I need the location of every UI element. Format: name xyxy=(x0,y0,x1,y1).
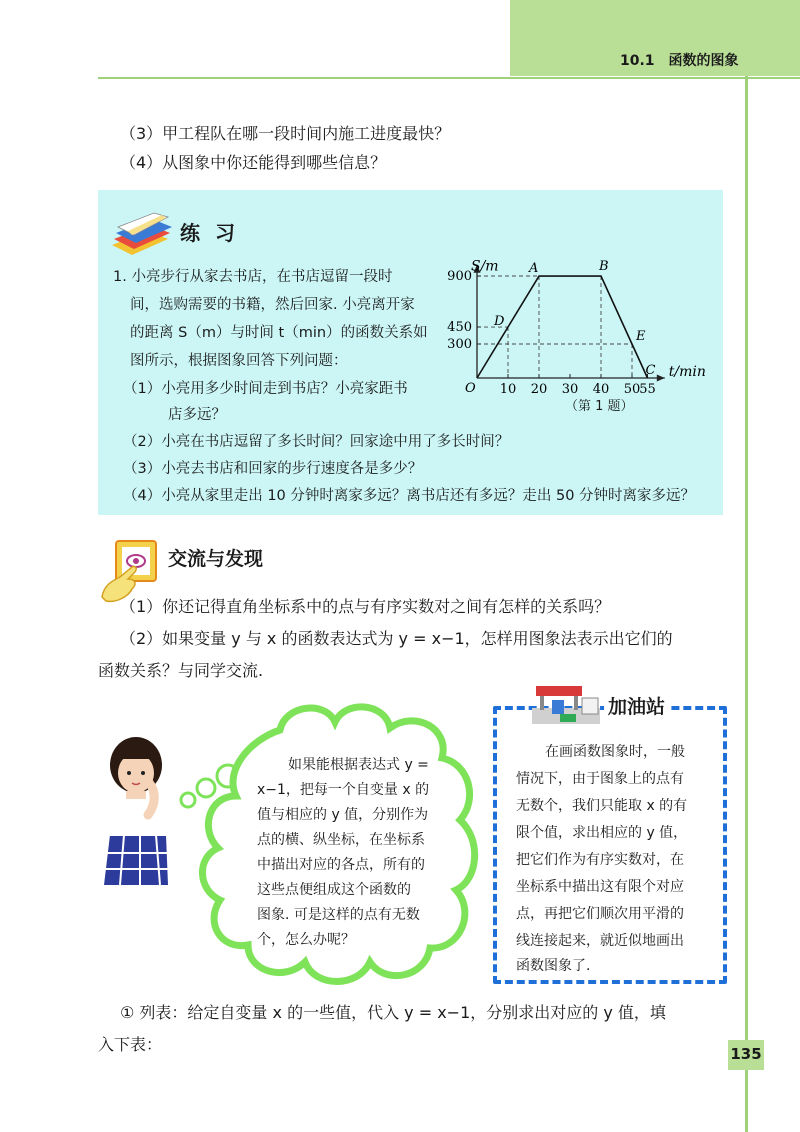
distance-time-chart xyxy=(440,215,720,415)
exchange-q2: （2）如果变量 y 与 x 的函数表达式为 y = x−1，怎样用图象法表示出它们的 xyxy=(120,629,673,648)
y-tick-label: 900 xyxy=(447,269,472,285)
cloud-line: 值与相应的 y 值，分别作为 xyxy=(257,807,429,823)
x-tick-label: 40 xyxy=(592,382,610,397)
gas-line: 坐标系中描出这有限个对应 xyxy=(516,879,684,895)
y-tick-label: 300 xyxy=(447,337,472,353)
cloud-line: 个，怎么办呢？ xyxy=(257,932,355,948)
sub-question-1-cont: 店多远？ xyxy=(168,407,226,423)
x-tick-label: 20 xyxy=(530,382,548,397)
cloud-line: 如果能根据表达式 y = xyxy=(288,757,429,773)
cloud-line: 中描出对应的各点，所有的 xyxy=(257,857,425,873)
origin-label: O xyxy=(465,381,476,396)
exchange-title: 交流与发现 xyxy=(168,548,264,570)
section-title: 10.1 函数的图象 xyxy=(620,53,739,69)
problem-line: 间，选购需要的书籍，然后回家. 小亮离开家 xyxy=(130,297,415,313)
sub-question-4: （4）小亮从家里走出 10 分钟时离家多远？离书店还有多远？走出 50 分钟时离家多远？ xyxy=(123,488,696,504)
sub-question-1: （1）小亮用多少时间走到书店？小亮家距书 xyxy=(123,381,408,397)
practice-title: 练 习 xyxy=(180,221,239,245)
cloud-line: 图象. 可是这样的点有无数 xyxy=(257,907,420,923)
page-number: 135 xyxy=(730,1045,762,1063)
y-tick-label: 450 xyxy=(447,320,472,336)
cloud-line: 这些点便组成这个函数的 xyxy=(257,882,411,898)
gas-line: 把它们作为有序实数对，在 xyxy=(516,852,684,868)
y-axis-label: S/m xyxy=(471,258,499,275)
x-axis-label: t/min xyxy=(668,364,706,380)
point-label-b: B xyxy=(599,259,609,275)
point-label-c: C xyxy=(645,363,656,378)
gas-line: 情况下，由于图象上的点有 xyxy=(516,771,684,787)
step-line: ① 列表：给定自变量 x 的一些值，代入 y = x−1，分别求出对应的 y 值，填 xyxy=(120,1003,666,1022)
header-rule xyxy=(98,77,800,79)
sub-question-2: （2）小亮在书店逗留了多长时间？回家途中用了多长时间？ xyxy=(123,434,510,450)
cloud-line: x−1，把每一个自变量 x 的 xyxy=(257,782,430,798)
point-label-e: E xyxy=(636,329,646,345)
exchange-q1: （1）你还记得直角坐标系中的点与有序实数对之间有怎样的关系吗？ xyxy=(120,597,611,616)
gas-line: 点，再把它们顺次用平滑的 xyxy=(516,906,684,922)
x-axis-arrow xyxy=(657,375,665,382)
gas-line: 线连接起来，就近似地画出 xyxy=(516,933,684,949)
point-label-d: D xyxy=(494,314,505,330)
chart-caption: （第 1 题） xyxy=(565,399,634,414)
x-tick-label: 50 xyxy=(623,382,641,397)
step-line-cont: 入下表： xyxy=(98,1035,163,1054)
x-tick-label: 55 xyxy=(639,382,656,397)
problem-line: 1. 小亮步行从家去书店，在书店逗留一段时 xyxy=(113,269,393,285)
gas-line: 限个值，求出相应的 y 值， xyxy=(516,825,688,841)
point-label-a: A xyxy=(529,261,539,277)
sub-question-3: （3）小亮去书店和回家的步行速度各是多少？ xyxy=(123,461,423,477)
question-4: （4）从图象中你还能得到哪些信息？ xyxy=(120,153,387,172)
exchange-q2-cont: 函数关系？与同学交流. xyxy=(98,661,264,680)
cloud-line: 点的横、纵坐标，在坐标系 xyxy=(257,832,425,848)
side-rule xyxy=(745,76,748,1132)
gas-line: 无数个，我们只能取 x 的有 xyxy=(516,798,688,814)
problem-line: 的距离 S（m）与时间 t（min）的函数关系如 xyxy=(130,325,428,341)
gas-line: 在画函数图象时，一般 xyxy=(545,744,685,760)
gas-station-title: 加油站 xyxy=(604,692,669,719)
question-3: （3）甲工程队在哪一段时间内施工进度最快？ xyxy=(120,124,451,143)
x-tick-label: 10 xyxy=(499,382,517,397)
gas-line: 函数图象了. xyxy=(516,958,591,974)
gas-station-icon xyxy=(530,682,602,726)
x-tick-label: 30 xyxy=(561,382,579,397)
books-icon xyxy=(108,205,174,257)
problem-line: 图所示，根据图象回答下列问题： xyxy=(130,353,348,369)
